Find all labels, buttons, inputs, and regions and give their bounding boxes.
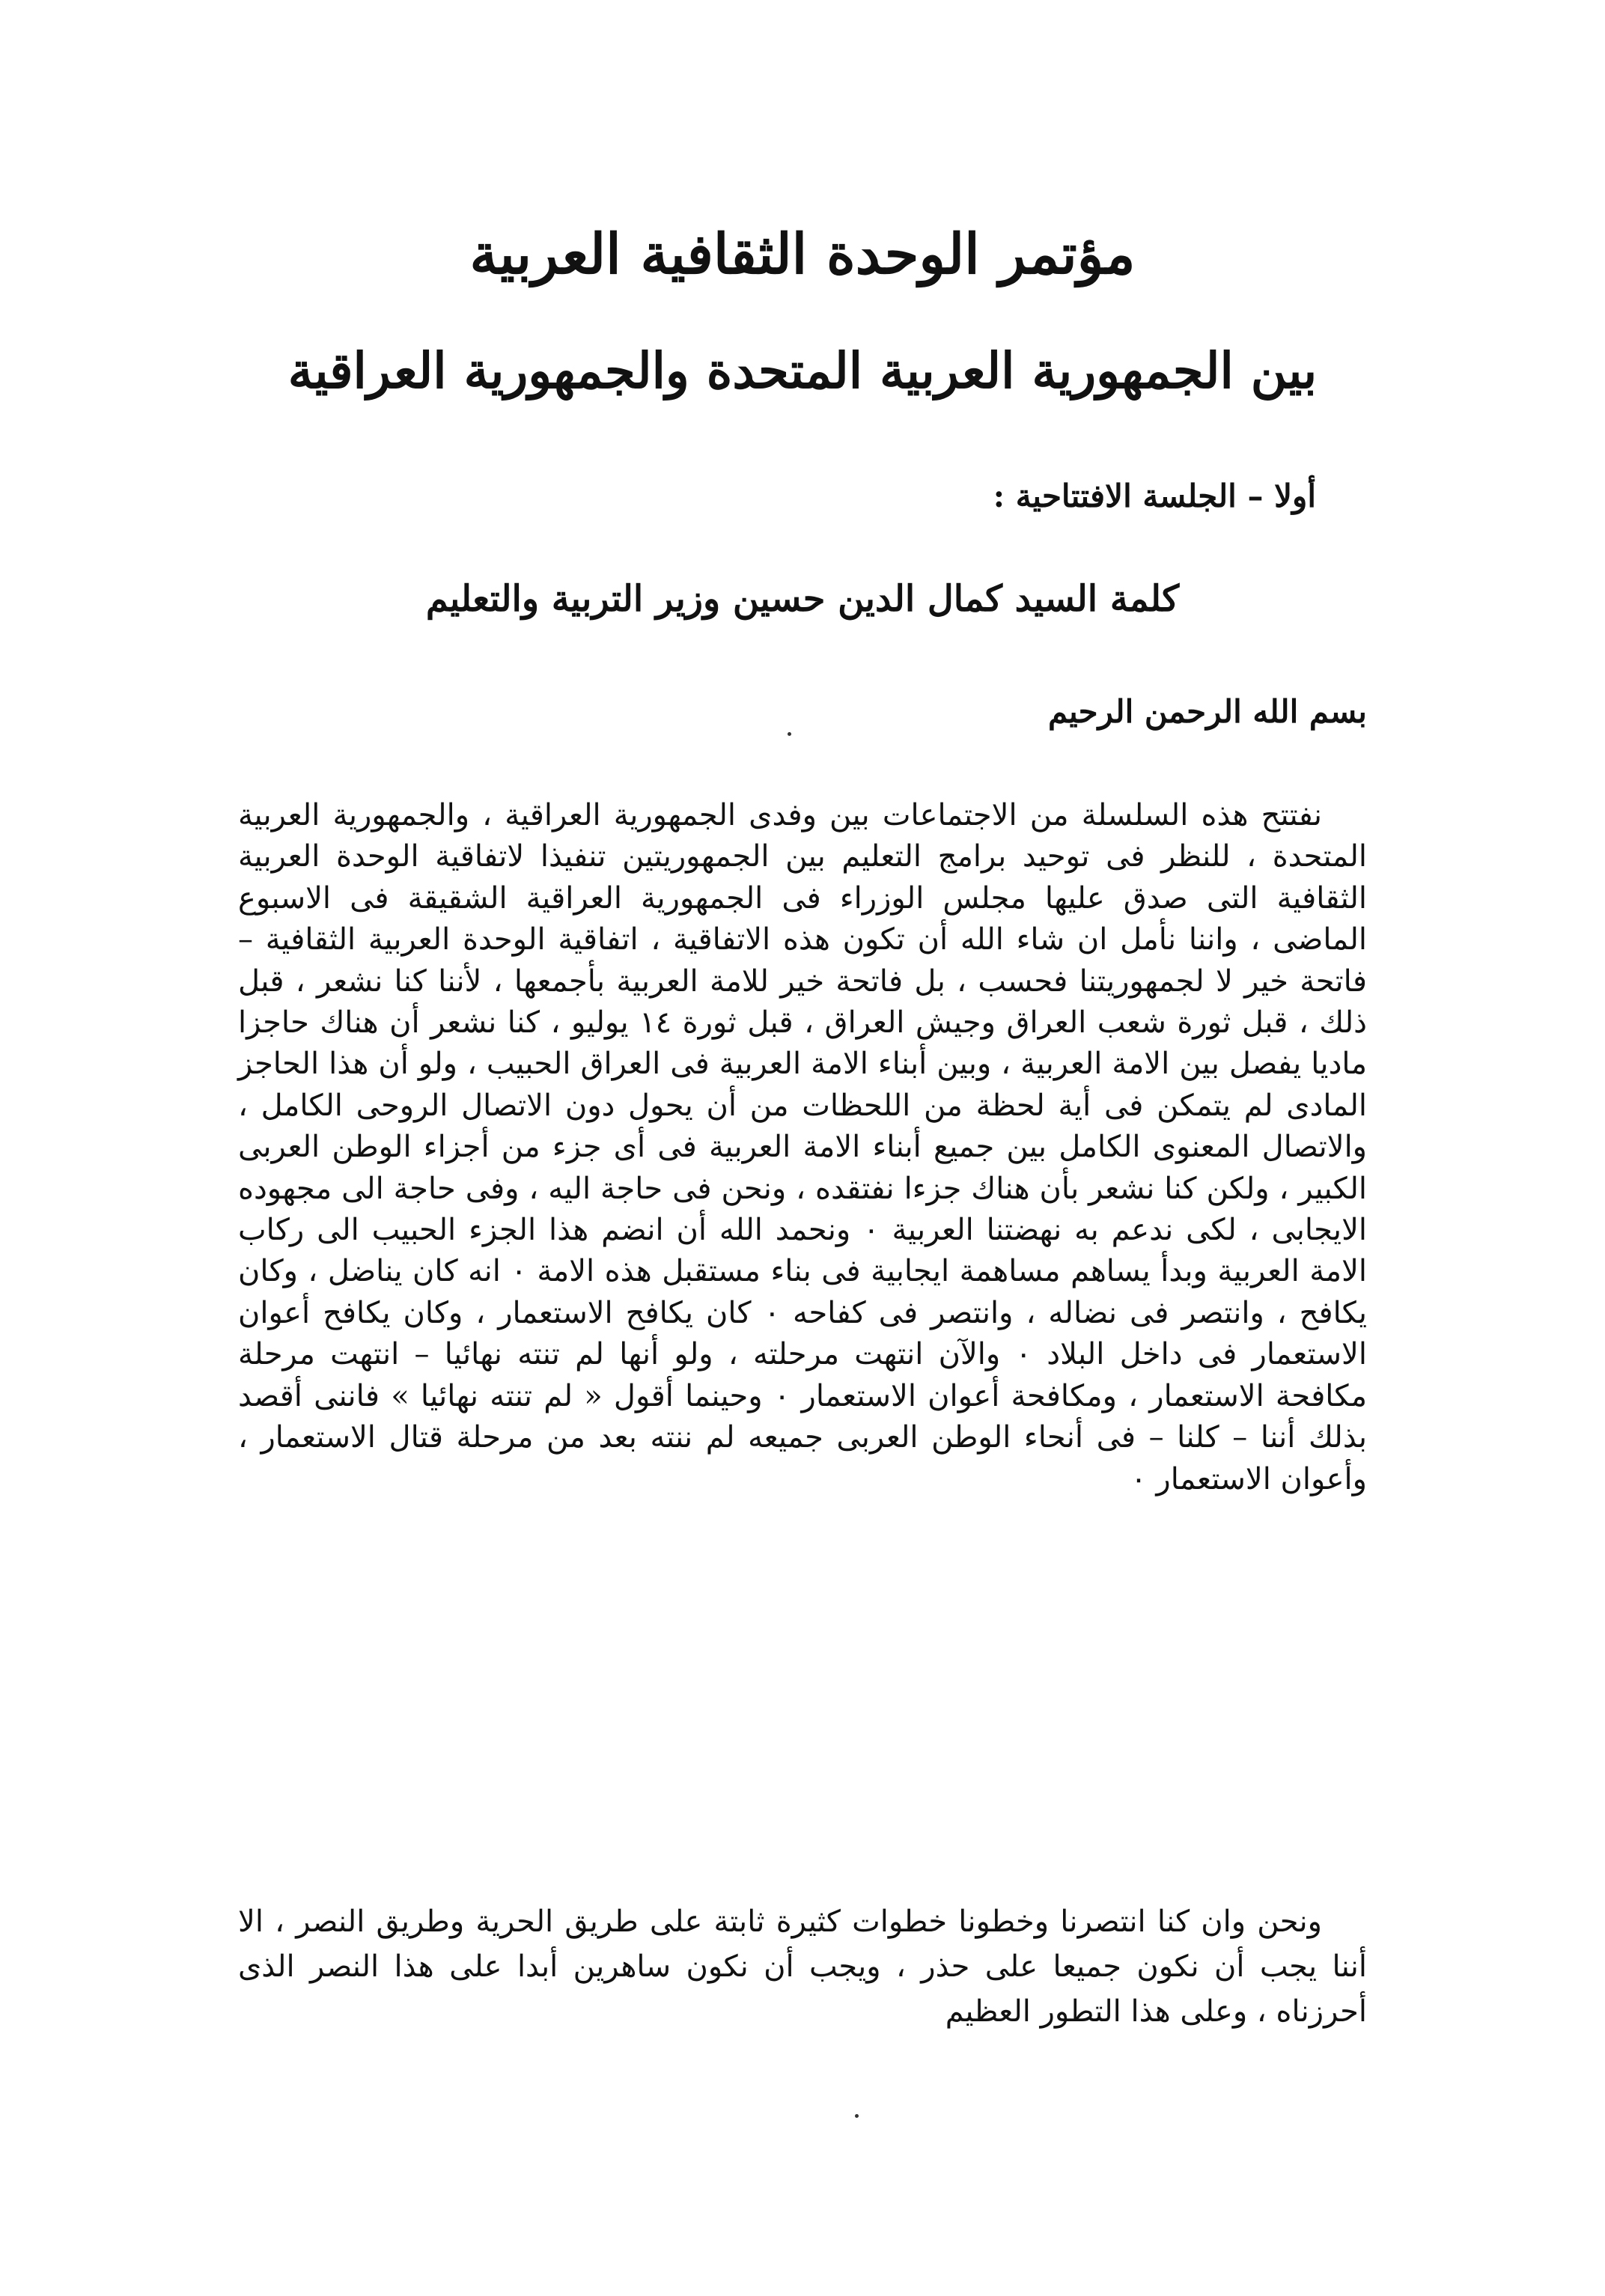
basmala: بسم الله الرحمن الرحيم	[1048, 693, 1367, 730]
conference-title: مؤتمر الوحدة الثقافية العربية	[469, 222, 1136, 287]
conference-subtitle: بين الجمهورية العربية المتحدة والجمهورية العراقية	[287, 341, 1318, 400]
print-speck	[788, 732, 791, 736]
section-heading: أولا – الجلسة الافتتاحية :	[993, 478, 1316, 514]
body-paragraph: ونحن وان كنا انتصرنا وخطونا خطوات كثيرة ثابتة على طريق الحرية وطريق النصر ، الا أننا يجب أن نكون جميعا على حذر ، ويجب أن نكون ساهرين أبدا على هذا النصر الذى أحرزناه ، وعلى هذا التطور العظيم	[238, 1904, 1367, 2029]
body-paragraph: نفتتح هذه السلسلة من الاجتماعات بين وفدى الجمهورية العراقية ، والجمهورية العربية المتحدة ، للنظر فى توحيد برامج التعليم بين الجمهوريتين تنفيذا لاتفاقية الوحدة العربية الثقافية التى صدق عليها مجلس الوزراء فى الجمهورية العراقية الشقيقة فى الاسبوع الماضى ، واننا نأمل ان شاء الله أن تكون هذه الاتفاقية ، اتفاقية الوحدة العربية الثقافية – فاتحة خير لا لجمهوريتنا فحسب ، بل فاتحة خير للامة العربية بأجمعها ، لأننا كنا نشعر ، قبل ذلك ، قبل ثورة شعب العراق وجيش العراق ، قبل ثورة ١٤ يوليو ، كنا نشعر أن هناك حاجزا ماديا يفصل بين الامة العربية ، وبين أبناء الامة العربية فى العراق الحبيب ، ولو أن هذا الحاجز المادى لم يتمكن فى أية لحظة من اللحظات من أن يحول دون الاتصال الروحى الكامل ، والاتصال المعنوى الكامل بين جميع أبناء الامة العربية فى أى جزء من أجزاء الوطن العربى الكبير ، ولكن كنا نشعر بأن هناك جزءا نفتقده ، ونحن فى حاجة اليه ، وفى حاجة الى مجهوده الايجابى ، لكى ندعم به نهضتنا العربية ٠ ونحمد الله أن انضم هذا الجزء الحبيب الى ركاب الامة العربية وبدأ يساهم مساهمة ايجابية فى بناء مستقبل هذه الامة ٠ انه كان يناضل ، وكان يكافح ، وانتصر فى نضاله ، وانتصر فى كفاحه ٠ كان يكافح الاستعمار ، وكان يكافح أعوان الاستعمار فى داخل البلاد ٠ والآن انتهت مرحلته ، ولو أنها لم تنته نهائيا – انتهت مرحلة مكافحة الاستعمار ، ومكافحة أعوان الاستعمار ٠ وحينما أقول « لم تنته نهائيا » فاننى أقصد بذلك أننا – كلنا – فى أنحاء الوطن العربى جميعه لم ننته بعد من مرحلة قتال الاستعمار ، وأعوان الاستعمار ٠	[238, 798, 1368, 1496]
print-speck	[855, 2114, 859, 2118]
speech-title: كلمة السيد كمال الدين حسين وزير التربية والتعليم	[425, 578, 1180, 620]
